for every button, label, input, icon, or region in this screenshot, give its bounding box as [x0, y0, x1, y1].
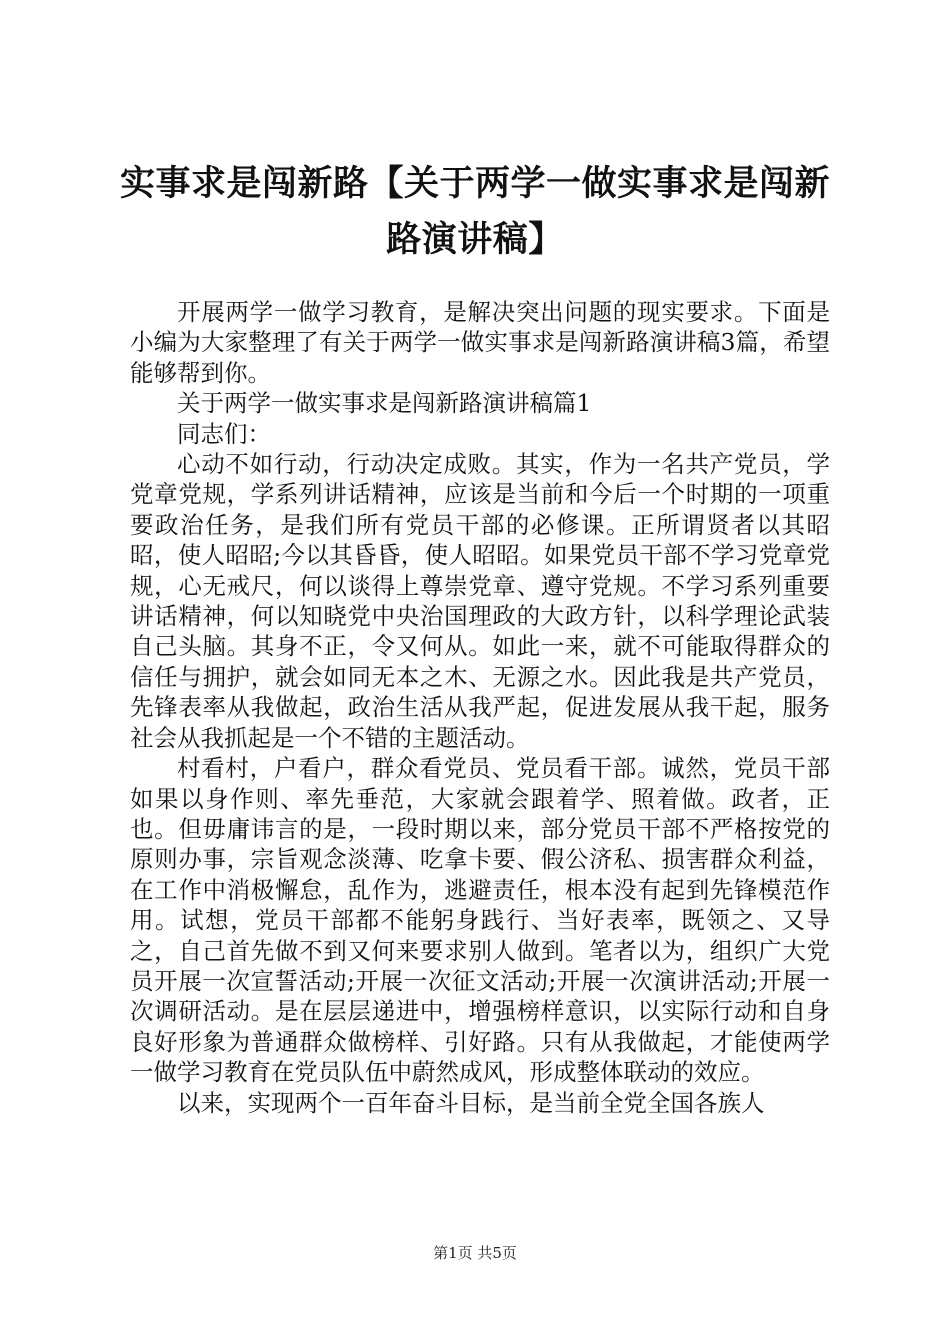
paragraph-body-2: 村看村，户看户，群众看党员、党员看干部。诚然，党员干部如果以身作则、率先垂范，大家就会跟着学、照着做。政者，正也。但毋庸讳言的是，一段时期以来，部分党员干部不严格按党的原则办事，宗旨观念淡薄、吃拿卡要、假公济私、损害群众利益，在工作中消极懈怠，乱作为，逃避责任，根本没有起到先锋模范作用。试想，党员干部都不能躬身践行、当好表率，既领之、又导之，自己首先做不到又何来要求别人做到。笔者以为，组织广大党员开展一次宣誓活动;开展一次征文活动;开展一次演讲活动;开展一次调研活动。是在层层递进中，增强榜样意识，以实际行动和自身良好形象为普通群众做榜样、引好路。只有从我做起，才能使两学一做学习教育在党员队伍中蔚然成风，形成整体联动的效应。	[130, 754, 830, 1087]
page-number-footer: 第1页 共5页	[433, 1244, 517, 1262]
paragraph-intro: 开展两学一做学习教育，是解决突出问题的现实要求。下面是小编为大家整理了有关于两学一做实事求是闯新路演讲稿3篇，希望能够帮到你。	[130, 298, 830, 387]
document-title: 实事求是闯新路【关于两学一做实事求是闯新路演讲稿】	[119, 163, 830, 260]
paragraph-body-1: 心动不如行动，行动决定成败。其实，作为一名共产党员，学党章党规，学系列讲话精神，应该是当前和今后一个时期的一项重要政治任务，是我们所有党员干部的必修课。正所谓贤者以其昭昭，使人昭昭;今以其昏昏，使人昭昭。如果党员干部不学习党章党规，心无戒尺，何以谈得上尊崇党章、遵守党规。不学习系列重要讲话精神，何以知晓党中央治国理政的大政方针，以科学理论武装自己头脑。其身不正，令又何从。如此一来，就不可能取得群众的信任与拥护，就会如同无本之木、无源之水。因此我是共产党员，先锋表率从我做起，政治生活从我严起，促进发展从我干起，服务社会从我抓起是一个不错的主题活动。	[130, 450, 830, 752]
paragraph-section-heading: 关于两学一做实事求是闯新路演讲稿篇1	[177, 389, 592, 418]
paragraph-body-3: 以来，实现两个一百年奋斗目标，是当前全党全国各族人	[177, 1088, 765, 1117]
paragraph-salutation: 同志们：	[177, 419, 271, 448]
document-body	[130, 297, 830, 1118]
